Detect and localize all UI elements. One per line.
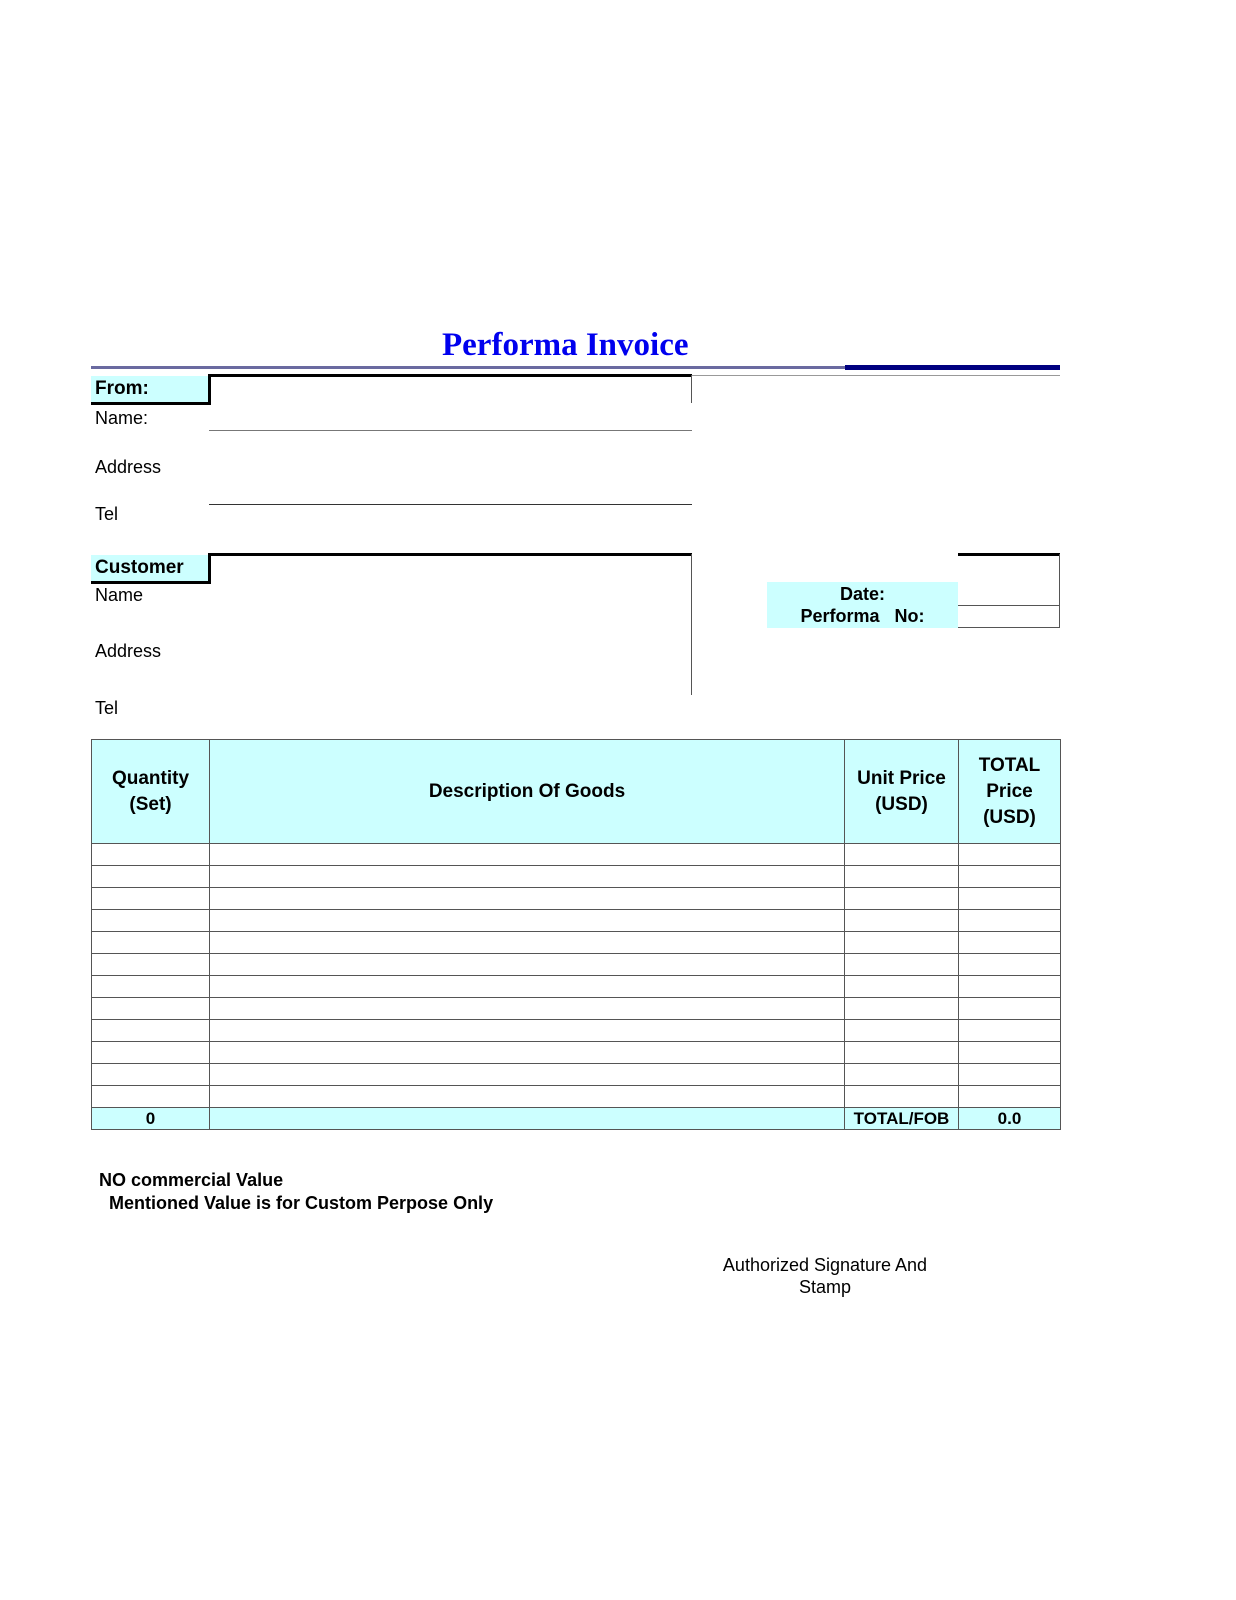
unit-price-cell[interactable] [845, 932, 959, 954]
description-cell[interactable] [210, 1064, 845, 1086]
total-price-cell[interactable] [959, 844, 1061, 866]
unit-price-cell[interactable] [845, 976, 959, 998]
total-price-cell[interactable] [959, 910, 1061, 932]
quantity-cell[interactable] [92, 1020, 210, 1042]
meta-field-top [958, 553, 1060, 556]
quantity-cell[interactable] [92, 954, 210, 976]
total-price-cell[interactable] [959, 932, 1061, 954]
total-description-cell [210, 1108, 845, 1130]
from-field-top [208, 374, 692, 377]
description-cell[interactable] [210, 1086, 845, 1108]
quantity-cell[interactable] [92, 1064, 210, 1086]
unit-price-cell[interactable] [845, 910, 959, 932]
quantity-cell[interactable] [92, 1086, 210, 1108]
from-heading-box-edge [91, 402, 211, 405]
total-price-cell[interactable] [959, 998, 1061, 1020]
description-cell[interactable] [210, 932, 845, 954]
from-heading-box-side [208, 375, 211, 405]
total-quantity: 0 [92, 1108, 210, 1130]
table-row [92, 888, 1061, 910]
total-price-cell[interactable] [959, 888, 1061, 910]
goods-table-body [92, 844, 1061, 1108]
customer-field-top [208, 553, 692, 556]
from-name-label: Name: [95, 408, 149, 428]
goods-table [91, 739, 1061, 1130]
table-row [92, 1086, 1061, 1108]
unit-price-cell[interactable] [845, 1064, 959, 1086]
customer-field-right [691, 554, 692, 695]
from-field-right [691, 375, 692, 403]
total-price-cell[interactable] [959, 1020, 1061, 1042]
table-row [92, 910, 1061, 932]
signature-line-2: Stamp [798, 1277, 852, 1297]
table-row [92, 844, 1061, 866]
total-price-cell[interactable] [959, 1086, 1061, 1108]
customer-heading: Customer [95, 557, 184, 578]
description-cell[interactable] [210, 1042, 845, 1064]
table-row [92, 866, 1061, 888]
unit-price-cell[interactable] [845, 998, 959, 1020]
unit-price-cell[interactable] [845, 888, 959, 910]
description-cell[interactable] [210, 976, 845, 998]
date-label: Date: [839, 584, 885, 604]
description-cell[interactable] [210, 844, 845, 866]
total-price-cell[interactable] [959, 1042, 1061, 1064]
title-rule-light [91, 366, 845, 369]
table-row [92, 1020, 1061, 1042]
description-cell[interactable] [210, 888, 845, 910]
unit-price-cell[interactable] [845, 844, 959, 866]
title-rule-thin [692, 375, 1060, 376]
note-custom-purpose: Mentioned Value is for Custom Perpose Only [109, 1193, 494, 1213]
header-quantity: Quantity (Set) [92, 740, 210, 844]
table-row [92, 976, 1061, 998]
table-row [92, 1042, 1061, 1064]
unit-price-cell[interactable] [845, 954, 959, 976]
table-row [92, 998, 1061, 1020]
from-tel-label: Tel [95, 504, 119, 524]
description-cell[interactable] [210, 866, 845, 888]
from-address-label: Address [95, 457, 162, 477]
page-title: Performa Invoice [442, 327, 689, 363]
total-price-cell[interactable] [959, 954, 1061, 976]
total-fob-label: TOTAL/FOB [845, 1108, 959, 1130]
date-field-line [958, 605, 1060, 606]
customer-tel-label: Tel [95, 698, 119, 718]
unit-price-cell[interactable] [845, 1042, 959, 1064]
quantity-cell[interactable] [92, 888, 210, 910]
from-name-line [209, 430, 692, 431]
total-row [92, 1108, 1061, 1130]
quantity-cell[interactable] [92, 932, 210, 954]
from-heading: From: [95, 378, 149, 399]
from-address-line [209, 504, 692, 505]
quantity-cell[interactable] [92, 866, 210, 888]
signature-line-1: Authorized Signature And [722, 1255, 928, 1275]
performa-no-field-line [958, 627, 1060, 628]
customer-name-label: Name [95, 585, 144, 605]
goods-table-header-row [92, 740, 1061, 844]
performa-no-label: Performa No: [800, 606, 925, 626]
quantity-cell[interactable] [92, 998, 210, 1020]
description-cell[interactable] [210, 954, 845, 976]
total-price-cell[interactable] [959, 866, 1061, 888]
quantity-cell[interactable] [92, 910, 210, 932]
table-row [92, 1064, 1061, 1086]
quantity-cell[interactable] [92, 976, 210, 998]
table-row [92, 932, 1061, 954]
table-row [92, 954, 1061, 976]
meta-field-right [1059, 554, 1060, 628]
header-unit-price: Unit Price (USD) [845, 740, 959, 844]
customer-heading-box-side [208, 554, 211, 584]
total-price-cell[interactable] [959, 1064, 1061, 1086]
unit-price-cell[interactable] [845, 866, 959, 888]
total-price-cell[interactable] [959, 976, 1061, 998]
quantity-cell[interactable] [92, 844, 210, 866]
header-description: Description Of Goods [210, 740, 845, 844]
description-cell[interactable] [210, 1020, 845, 1042]
quantity-cell[interactable] [92, 1042, 210, 1064]
description-cell[interactable] [210, 998, 845, 1020]
note-no-commercial-value: NO commercial Value [99, 1170, 284, 1190]
title-rule-dark [845, 365, 1060, 370]
customer-address-label: Address [95, 641, 162, 661]
total-value: 0.0 [959, 1108, 1061, 1130]
unit-price-cell[interactable] [845, 1086, 959, 1108]
unit-price-cell[interactable] [845, 1020, 959, 1042]
header-total-price: TOTAL Price (USD) [959, 740, 1061, 844]
description-cell[interactable] [210, 910, 845, 932]
